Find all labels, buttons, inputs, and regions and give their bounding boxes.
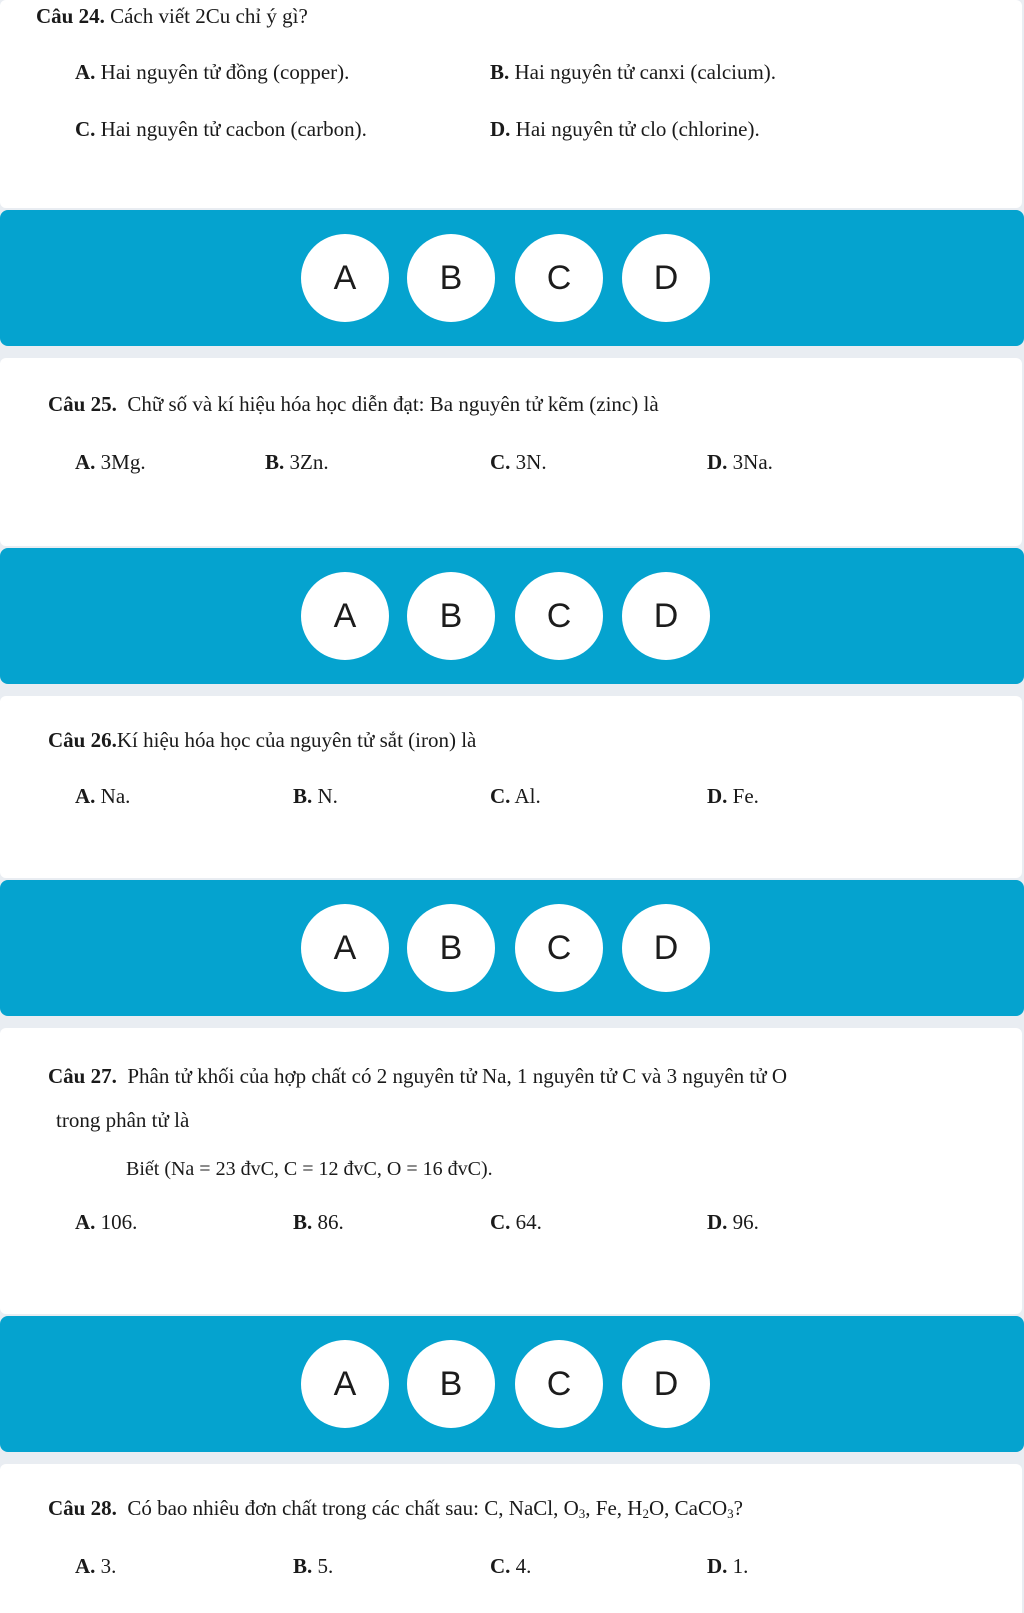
answer-b-button[interactable]: B	[407, 572, 495, 660]
question-card-24	[0, 0, 1022, 208]
question-25-title	[48, 392, 659, 417]
question-26-option-c: C. Al.	[490, 784, 541, 808]
answer-c-button[interactable]: C	[515, 1340, 603, 1428]
answer-a-button[interactable]: A	[301, 234, 389, 322]
question-26-option-b: B. N.	[293, 784, 338, 808]
question-27-hint: Biết (Na = 23 đvC, C = 12 đvC, O = 16 đvC).	[126, 1158, 493, 1180]
question-25-number: Câu 25.	[48, 392, 117, 416]
answer-d-button[interactable]: D	[622, 904, 710, 992]
question-26-option-a: A. Na.	[75, 784, 131, 808]
question-28-option-a: A. 3.	[75, 1554, 117, 1578]
answer-a-button[interactable]: A	[301, 1340, 389, 1428]
question-26-number: Câu 26.	[48, 728, 117, 752]
question-card-26	[0, 696, 1022, 878]
answer-d-button[interactable]: D	[622, 234, 710, 322]
question-card-25	[0, 358, 1022, 546]
answer-bar-25	[0, 548, 1024, 684]
question-25-option-b: B. 3Zn.	[265, 450, 329, 474]
question-27-option-d: D. 96.	[707, 1210, 759, 1234]
question-28-option-c: C. 4.	[490, 1554, 532, 1578]
answer-c-button[interactable]: C	[515, 572, 603, 660]
question-card-27	[0, 1028, 1022, 1314]
question-25-option-d: D. 3Na.	[707, 450, 773, 474]
answer-a-button[interactable]: A	[301, 572, 389, 660]
question-27-option-c: C. 64.	[490, 1210, 542, 1234]
question-27-option-b: B. 86.	[293, 1210, 344, 1234]
question-27-option-a: A. 106.	[75, 1210, 138, 1234]
answer-b-button[interactable]: B	[407, 234, 495, 322]
question-27-text-continued: trong phân tử là	[56, 1108, 190, 1132]
question-24-option-d: D. Hai nguyên tử clo (chlorine).	[490, 117, 760, 141]
question-24-option-a: A. Hai nguyên tử đồng (copper).	[75, 60, 350, 84]
question-26-title	[48, 728, 476, 753]
answer-c-button[interactable]: C	[515, 234, 603, 322]
question-25-text: Chữ số và kí hiệu hóa học diễn đạt: Ba nguyên tử kẽm (zinc) là	[127, 392, 659, 416]
question-25-option-c: C. 3N.	[490, 450, 547, 474]
question-24-title	[36, 4, 308, 29]
answer-a-button[interactable]: A	[301, 904, 389, 992]
answer-b-button[interactable]: B	[407, 904, 495, 992]
question-28-title	[48, 1496, 743, 1522]
question-27-title	[48, 1064, 787, 1089]
answer-b-button[interactable]: B	[407, 1340, 495, 1428]
answer-bar-24	[0, 210, 1024, 346]
answer-bar-27	[0, 1316, 1024, 1452]
question-24-option-c: C. Hai nguyên tử cacbon (carbon).	[75, 117, 367, 141]
answer-bar-26	[0, 880, 1024, 1016]
answer-d-button[interactable]: D	[622, 572, 710, 660]
question-card-28	[0, 1464, 1022, 1613]
question-28-text: Có bao nhiêu đơn chất trong các chất sau: C, NaCl, $O_3$, Fe, $H_2O$, CaCO$_3$?	[127, 1496, 743, 1521]
question-28-option-d: D. 1.	[707, 1554, 749, 1578]
question-26-text: Kí hiệu hóa học của nguyên tử sắt (iron) là	[116, 728, 477, 752]
question-27-text: Phân tử khối của hợp chất có 2 nguyên tử Na, 1 nguyên tử C và 3 nguyên tử O	[127, 1064, 788, 1088]
question-28-option-b: B. 5.	[293, 1554, 334, 1578]
question-24-option-b: B. Hai nguyên tử canxi (calcium).	[490, 60, 777, 84]
question-25-option-a: A. 3Mg.	[75, 450, 146, 474]
answer-d-button[interactable]: D	[622, 1340, 710, 1428]
question-28-number: Câu 28.	[48, 1496, 117, 1520]
question-24-number: Câu 24.	[36, 4, 105, 28]
answer-c-button[interactable]: C	[515, 904, 603, 992]
question-26-option-d: D. Fe.	[707, 784, 759, 808]
question-24-text: Cách viết 2Cu chỉ ý gì?	[110, 4, 308, 28]
question-27-number: Câu 27.	[48, 1064, 117, 1088]
